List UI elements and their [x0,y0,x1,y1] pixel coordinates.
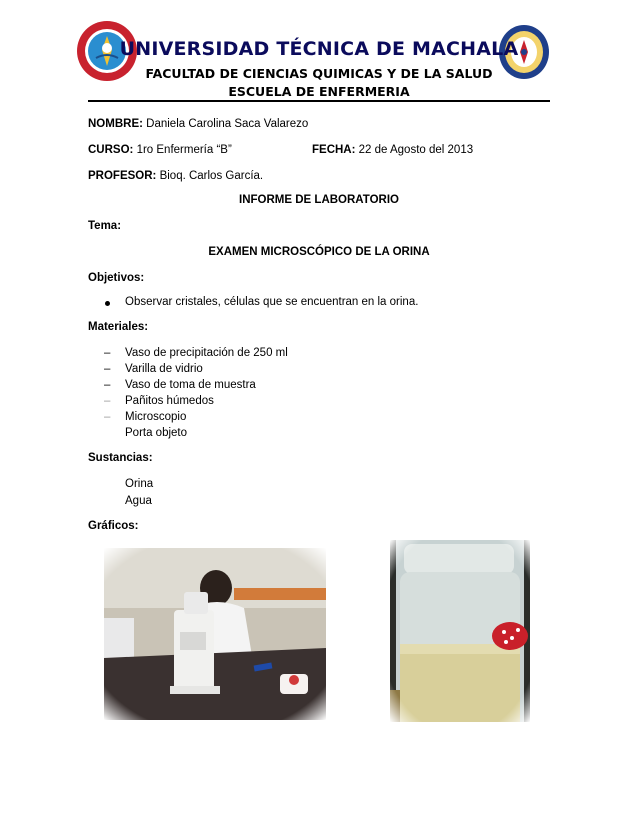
profesor-label: PROFESOR: [88,170,157,182]
material-item: Microscopio [125,411,187,423]
school-title: ESCUELA DE ENFERMERIA [228,84,410,99]
profesor-line [88,170,263,182]
tema-value: EXAMEN MICROSCÓPICO DE LA ORINA [208,246,430,258]
curso-line [88,144,232,156]
curso-label: CURSO: [88,144,134,156]
fecha-line [312,144,473,156]
material-item: Pañitos húmedos [125,395,214,407]
objetivos-label: Objetivos: [88,272,145,284]
report-title: INFORME DE LABORATORIO [239,194,399,206]
dash-icon: – [104,395,111,407]
nombre-value: Daniela Carolina Saca Valarezo [142,118,309,130]
bullet-icon [105,301,110,306]
dash-icon: – [104,363,111,375]
graficos-label: Gráficos: [88,520,139,532]
material-item: Vaso de toma de muestra [125,379,256,391]
university-title: UNIVERSIDAD TÉCNICA DE MACHALA [119,38,519,60]
microscope-photo [104,548,326,720]
header-divider [88,100,550,102]
urine-sample-photo [390,540,530,722]
sustancias-label: Sustancias: [88,452,153,464]
dash-icon: – [104,411,111,423]
curso-value: 1ro Enfermería “B” [133,144,232,156]
tema-label: Tema: [88,220,122,232]
materiales-label: Materiales: [88,321,149,333]
fecha-value: 22 de Agosto del 2013 [355,144,474,156]
faculty-title: FACULTAD DE CIENCIAS QUIMICAS Y DE LA SALUD [145,66,493,81]
material-item: Porta objeto [125,427,188,439]
material-item: Vaso de precipitación de 250 ml [125,347,288,359]
fecha-label: FECHA: [312,144,356,156]
objetivo-item: Observar cristales, células que se encuentran en la orina. [125,296,419,308]
dash-icon: – [104,347,111,359]
sustancia-item: Orina [125,478,154,490]
dash-icon: – [104,379,111,391]
profesor-value: Bioq. Carlos García. [156,170,264,182]
material-item: Varilla de vidrio [125,363,203,375]
sustancia-item: Agua [125,495,152,507]
nombre-line [88,118,308,130]
nombre-label: NOMBRE: [88,118,143,130]
